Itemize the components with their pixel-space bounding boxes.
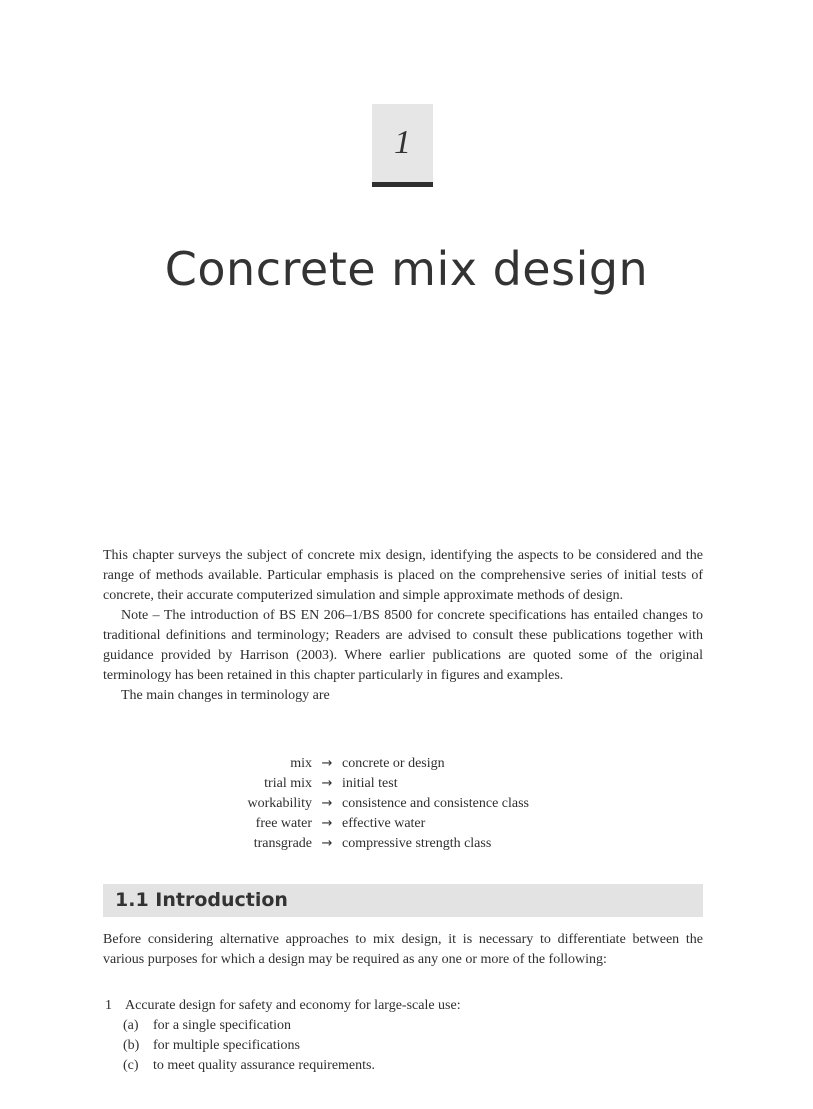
- list-subitem-text: for multiple specifications: [153, 1038, 300, 1053]
- list-subitem-label: (b): [123, 1038, 140, 1053]
- list-subitem-text: to meet quality assurance requirements.: [153, 1058, 375, 1073]
- terminology-row: [103, 774, 703, 794]
- intro-paragraph-1: This chapter surveys the subject of concrete mix design, identifying the aspects to be considered and the range of methods available. Particular emphasis is placed on the comprehensive series of initial tests of concrete, their accurate computerized simulation and simple approximate methods of design.: [103, 548, 703, 603]
- intro-text: [103, 546, 703, 706]
- list-subitem: [103, 1056, 703, 1076]
- right-arrow-icon: →: [321, 816, 333, 831]
- list-subitem: [103, 1016, 703, 1036]
- old-term: workability: [247, 796, 312, 811]
- old-term: trial mix: [264, 776, 312, 791]
- terminology-row: [103, 834, 703, 854]
- intro-paragraph-terminology: The main changes in terminology are: [121, 688, 330, 703]
- terminology-row: [103, 794, 703, 814]
- terminology-table: [103, 754, 703, 854]
- chapter-title: Concrete mix design: [164, 242, 649, 296]
- old-term: mix: [290, 756, 312, 771]
- intro-paragraph-note: Note – The introduction of BS EN 206–1/BS 8500 for concrete specifications has entailed changes to traditional definitions and terminology; Readers are advised to consult these publications together with guidance provided by Harrison (2003). Where earlier publications are quoted some of the original terminology has been retained in this chapter particularly in figures and examples.: [103, 608, 703, 683]
- list-subitem-label: (a): [123, 1018, 139, 1033]
- new-term: consistence and consistence class: [342, 796, 529, 811]
- terminology-row: [103, 814, 703, 834]
- new-term: initial test: [342, 776, 398, 791]
- section-paragraph: Before considering alternative approaches to mix design, it is necessary to differentiate between the various purposes for which a design may be required as any one or more of the following:: [103, 932, 703, 967]
- list-subitem-label: (c): [123, 1058, 139, 1073]
- section-text: [103, 930, 703, 970]
- old-term: free water: [255, 816, 312, 831]
- new-term: concrete or design: [342, 756, 445, 771]
- list-subitem: [103, 1036, 703, 1056]
- chapter-number-box: [372, 104, 433, 187]
- list-item-number: 1: [105, 998, 112, 1013]
- old-term: transgrade: [253, 836, 312, 851]
- right-arrow-icon: →: [321, 776, 333, 791]
- section-heading: 1.1 Introduction: [115, 889, 288, 911]
- purpose-list: [103, 996, 703, 1076]
- terminology-row: [103, 754, 703, 774]
- list-item-text: Accurate design for safety and economy for large-scale use:: [125, 998, 461, 1013]
- right-arrow-icon: →: [321, 836, 333, 851]
- new-term: compressive strength class: [342, 836, 492, 851]
- list-subitem-text: for a single specification: [153, 1018, 292, 1033]
- chapter-number: 1: [394, 124, 411, 161]
- list-item: [103, 996, 703, 1016]
- right-arrow-icon: →: [321, 796, 333, 811]
- section-heading-bar: [103, 884, 703, 917]
- right-arrow-icon: →: [321, 756, 333, 771]
- new-term: effective water: [342, 816, 426, 831]
